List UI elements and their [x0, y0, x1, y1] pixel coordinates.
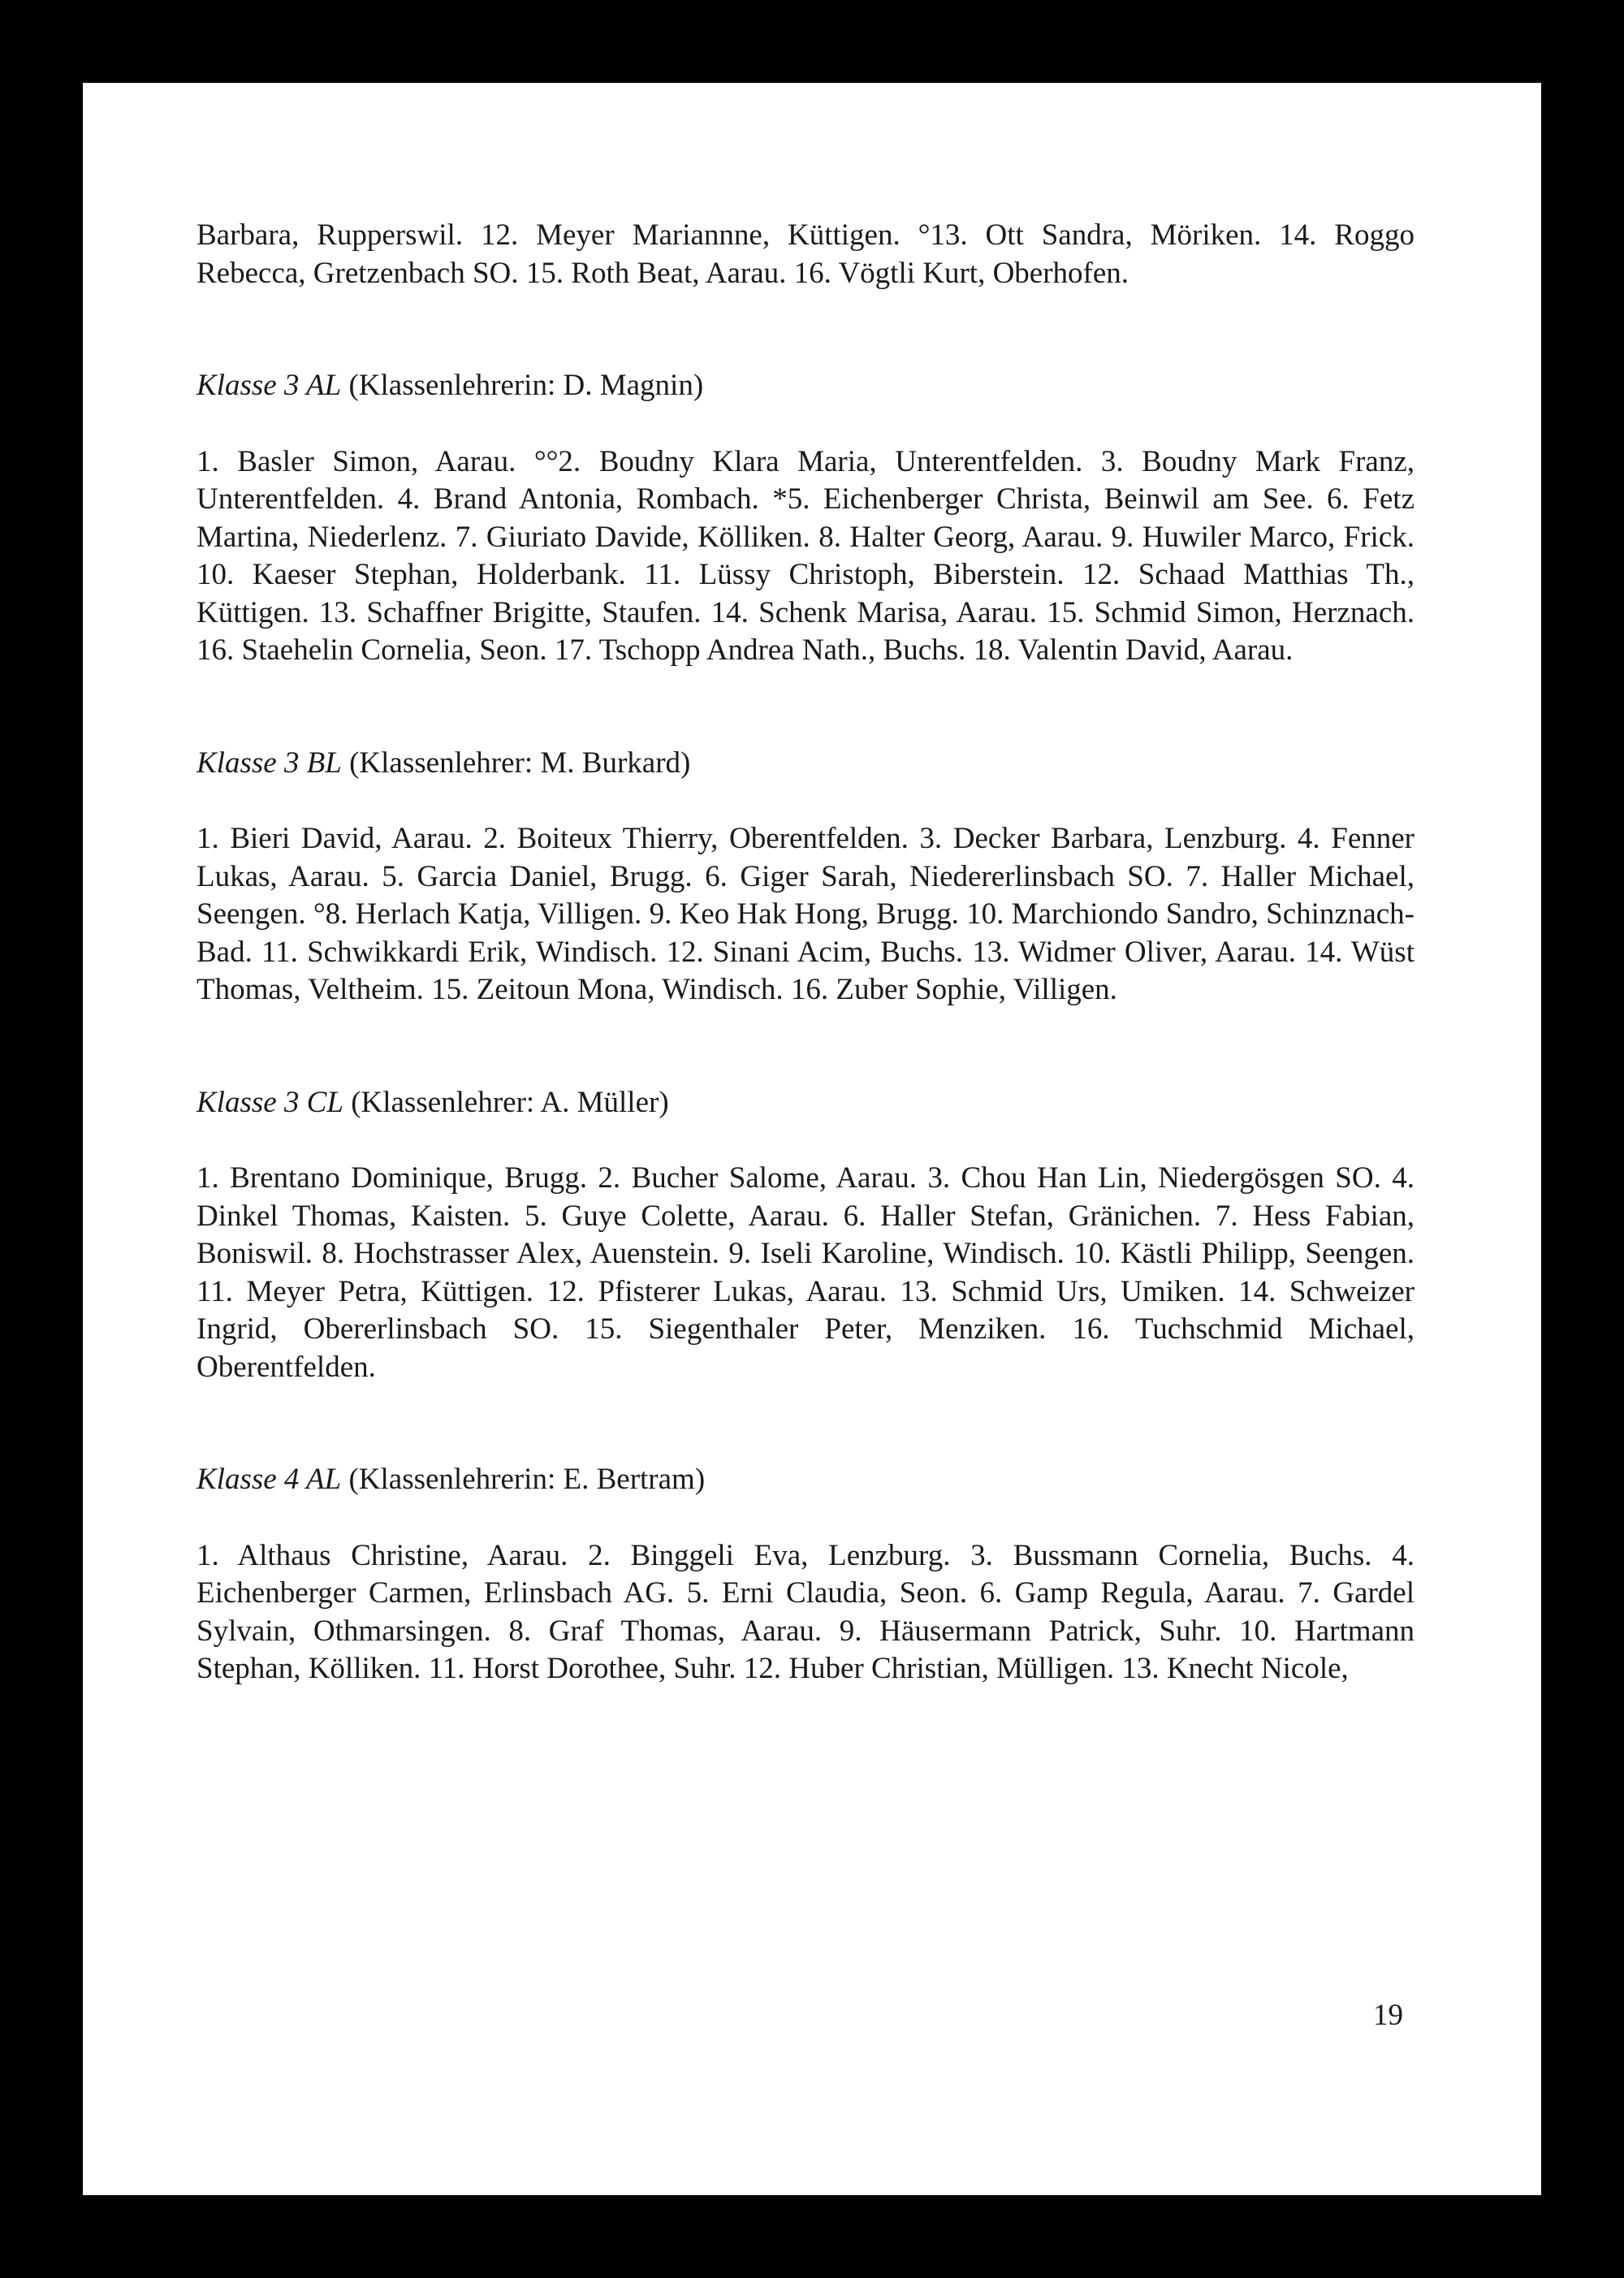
class-heading — [197, 1084, 1415, 1122]
student-list: 1. Althaus Christine, Aarau. 2. Binggeli Eva, Lenzburg. 3. Bussmann Cornelia, Buchs. 4. Eichenberger Carmen, Erlinsbach AG. 5. Erni Claudia, Seon. 6. Gamp Regula, Aarau. 7. Gardel Sylvain, Othmarsingen. 8. Graf Thomas, Aarau. 9. Häusermann Patrick, Suhr. 10. Hartmann Stephan, Kölliken. 11. Horst Dorothee, Suhr. 12. Huber Christian, Mülligen. 13. Knecht Nicole, — [197, 1538, 1415, 1685]
class-section-3al — [197, 367, 1415, 670]
class-section-4al — [197, 1461, 1415, 1688]
class-teacher: (Klassenlehrer: M. Burkard) — [349, 746, 691, 780]
document-page — [83, 83, 1541, 2195]
class-name: Klasse 3 CL — [197, 1085, 343, 1119]
class-section-3bl — [197, 745, 1415, 1009]
class-teacher: (Klassenlehrerin: D. Magnin) — [348, 369, 704, 402]
page-content — [197, 217, 1415, 1688]
page-number: 19 — [1373, 1999, 1403, 2032]
class-teacher: (Klassenlehrerin: E. Bertram) — [348, 1463, 706, 1496]
class-heading — [197, 1461, 1415, 1499]
class-heading — [197, 745, 1415, 783]
continued-student-list: Barbara, Rupperswil. 12. Meyer Mariannne, Küttigen. °13. Ott Sandra, Möriken. 14. Roggo Rebecca, Gretzenbach SO. 15. Roth Beat, Aarau. 16. Vögtli Kurt, Oberhofen. — [197, 218, 1415, 290]
class-name: Klasse 4 AL — [197, 1463, 342, 1496]
class-name: Klasse 3 BL — [197, 746, 342, 780]
class-name: Klasse 3 AL — [197, 369, 342, 402]
class-section-3cl — [197, 1084, 1415, 1387]
class-heading — [197, 367, 1415, 405]
student-list: 1. Basler Simon, Aarau. °°2. Boudny Klara Maria, Unterentfelden. 3. Boudny Mark Franz, Unterentfelden. 4. Brand Antonia, Rombach. *5. Eichenberger Christa, Beinwil am See. 6. Fetz Martina, Niederlenz. 7. Giuriato Davide, Kölliken. 8. Halter Georg, Aarau. 9. Huwiler Marco, Frick. 10. Kaeser Stephan, Holderbank. 11. Lüssy Christoph, Biberstein. 12. Schaad Matthias Th., Küttigen. 13. Schaffner Brigitte, Staufen. 14. Schenk Marisa, Aarau. 15. Schmid Simon, Herznach. 16. Staehelin Cornelia, Seon. 17. Tschopp Andrea Nath., Buchs. 18. Valentin David, Aarau. — [197, 444, 1415, 667]
class-teacher: (Klassenlehrer: A. Müller) — [351, 1085, 669, 1119]
student-list: 1. Bieri David, Aarau. 2. Boiteux Thierry, Oberentfelden. 3. Decker Barbara, Lenzburg. 4. Fenner Lukas, Aarau. 5. Garcia Daniel, Brugg. 6. Giger Sarah, Niedererlinsbach SO. 7. Haller Michael, Seengen. °8. Herlach Katja, Villigen. 9. Keo Hak Hong, Brugg. 10. Marchiondo Sandro, Schinznach-Bad. 11. Schwikkardi Erik, Windisch. 12. Sinani Acim, Buchs. 13. Widmer Oliver, Aarau. 14. Wüst Thomas, Veltheim. 15. Zeitoun Mona, Windisch. 16. Zuber Sophie, Villigen. — [197, 822, 1415, 1006]
student-list: 1. Brentano Dominique, Brugg. 2. Bucher Salome, Aarau. 3. Chou Han Lin, Niedergösgen SO. 4. Dinkel Thomas, Kaisten. 5. Guye Colette, Aarau. 6. Haller Stefan, Gränichen. 7. Hess Fabian, Boniswil. 8. Hochstrasser Alex, Auenstein. 9. Iseli Karoline, Windisch. 10. Kästli Philipp, Seengen. 11. Meyer Petra, Küttigen. 12. Pfisterer Lukas, Aarau. 13. Schmid Urs, Umiken. 14. Schweizer Ingrid, Obererlinsbach SO. 15. Siegenthaler Peter, Menziken. 16. Tuchschmid Michael, Oberentfelden. — [197, 1161, 1415, 1384]
